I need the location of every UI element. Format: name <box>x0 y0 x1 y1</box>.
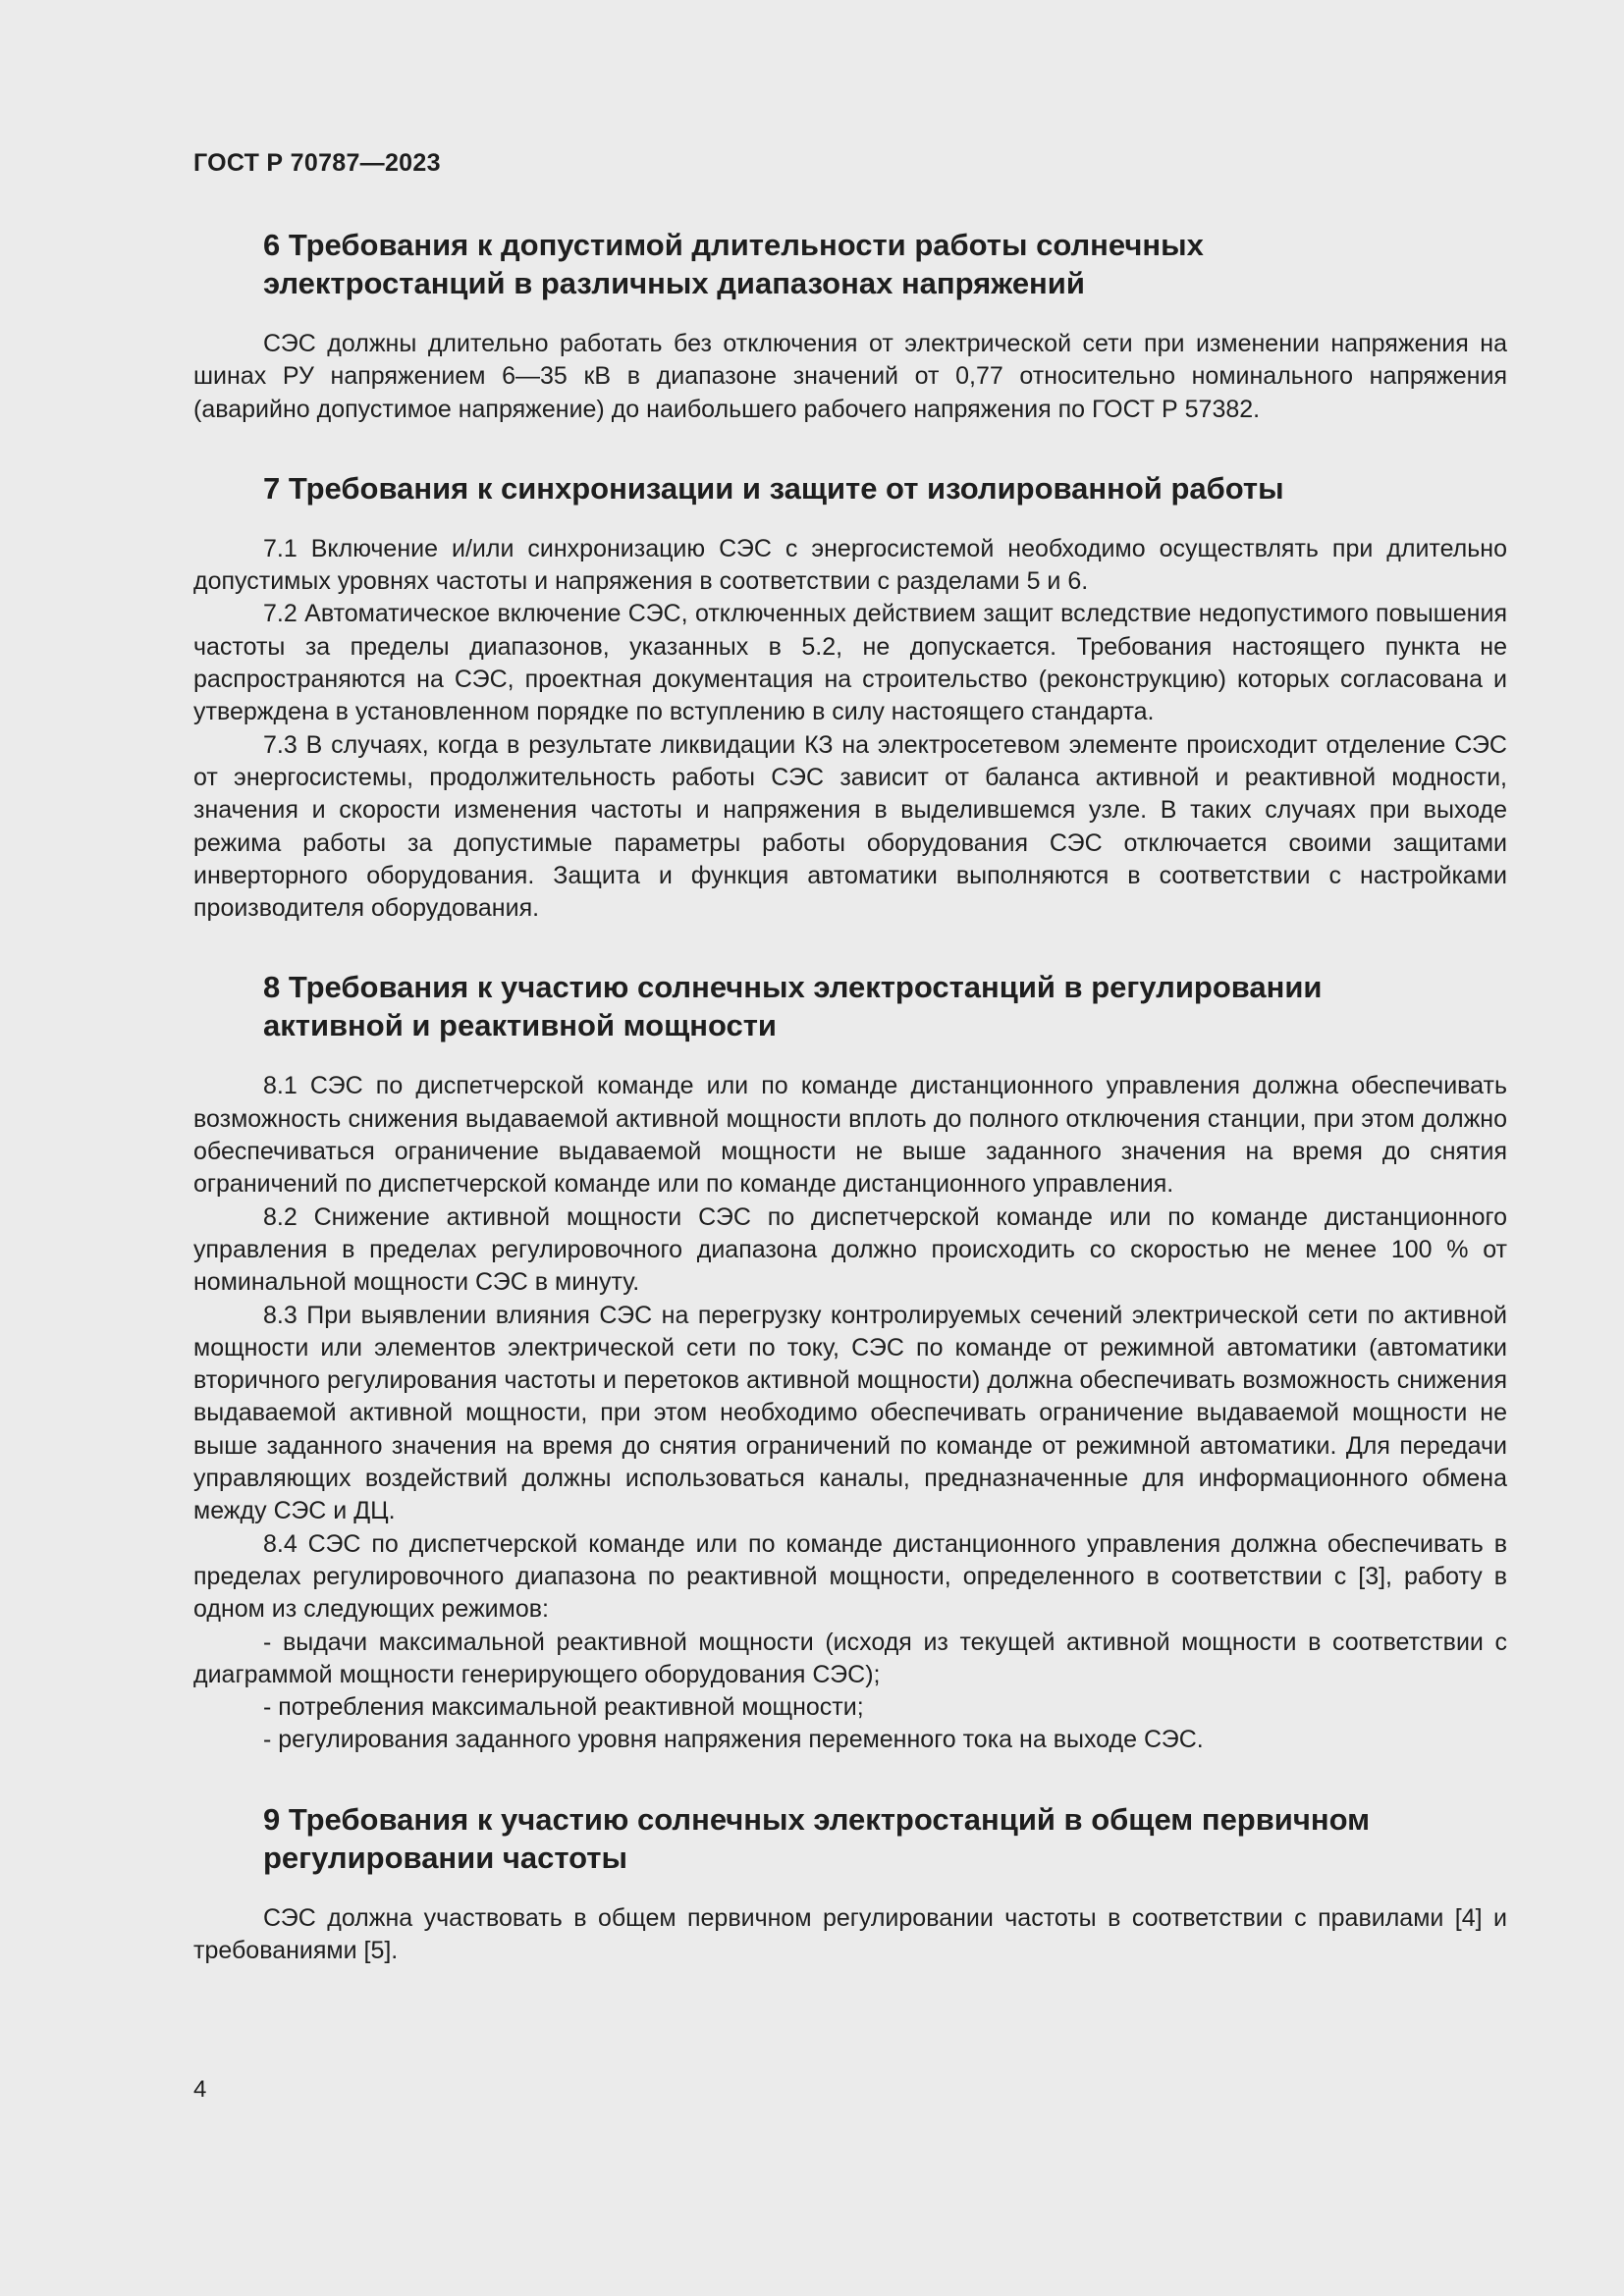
section-9-heading-line1: 9 Требования к участию солнечных электростанций в общем первичном <box>263 1801 1371 1837</box>
section-7-heading-line1: 7 Требования к синхронизации и защите от изолированной работы <box>263 470 1284 506</box>
section-6-heading-line2: электростанций в различных диапазонах напряжений <box>263 266 1085 300</box>
section-8-heading-line2: активной и реактивной мощности <box>263 1008 777 1043</box>
document-page <box>193 147 1507 2010</box>
section-8-heading <box>263 968 1507 1044</box>
clause-8-1: 8.1 СЭС по диспетчерской команде или по команде дистанционного управления должна обеспечивать возможность снижения выдаваемой активной мощности вплоть до полного отключения станции, при этом должно обеспечиваться ограничение выдаваемой мощности не выше заданного значения на время до снятия ограничений по диспетчерской команде или по команде дистанционного управления. <box>193 1072 1507 1199</box>
list-item: - потребления максимальной реактивной мощности; <box>263 1693 864 1722</box>
list-item: - регулирования заданного уровня напряжения переменного тока на выходе СЭС. <box>263 1726 1204 1754</box>
section-9-heading <box>263 1800 1507 1877</box>
section-8-heading-line1: 8 Требования к участию солнечных электростанций в регулировании <box>263 970 1323 1005</box>
section-6-paragraph-1: СЭС должны длительно работать без отключения от электрической сети при изменении напряжения на шинах РУ напряжением 6—35 кВ в диапазоне значений от 0,77 относительно номинального напряжения (аварийно допустимое напряжение) до наибольшего рабочего напряжения по ГОСТ Р 57382. <box>193 330 1507 423</box>
page-number: 4 <box>193 2076 207 2103</box>
clause-8-2: 8.2 Снижение активной мощности СЭС по диспетчерской команде или по команде дистанционного управления в пределах регулировочного диапазона должно происходить со скоростью не менее 100 % от номинальной мощности СЭС в минуту. <box>193 1202 1507 1297</box>
section-7 <box>193 469 1507 926</box>
section-6 <box>193 226 1507 426</box>
section-8 <box>193 968 1507 1756</box>
section-7-heading <box>263 469 1507 507</box>
section-6-heading <box>263 226 1507 302</box>
clause-7-3: 7.3 В случаях, когда в результате ликвидации КЗ на электросетевом элементе происходит отделение СЭС от энергосистемы, продолжительность работы СЭС зависит от баланса активной и реактивной модности, значения и скорости изменения частоты и напряжения в выделившемся узле. В таких случаях при выходе режима работы за допустимые параметры работы оборудования СЭС отключается своими защитами инверторного оборудования. Защита и функция автоматики выполняются в соответствии с настройками производителя оборудования. <box>193 730 1507 923</box>
section-9-paragraph-1: СЭС должна участвовать в общем первичном регулировании частоты в соответствии с правилами [4] и требованиями [5]. <box>193 1903 1507 1964</box>
list-item: - выдачи максимальной реактивной мощности (исходя из текущей активной мощности в соответствии с диаграммой мощности генерирующего оборудования СЭС); <box>193 1628 1507 1688</box>
section-6-heading-line1: 6 Требования к допустимой длительности работы солнечных <box>263 228 1204 262</box>
clause-8-3: 8.3 При выявлении влияния СЭС на перегрузку контролируемых сечений электрической сети по активной мощности или элементов электрической сети по току, СЭС по команде от режимной автоматики (автоматики вторичного регулирования частоты и перетоков активной мощности) должна обеспечивать возможность снижения выдаваемой активной мощности, при этом необходимо обеспечивать ограничение выдаваемой мощности не выше заданного значения на время до снятия ограничений по команде от режимной автоматики. Для передачи управляющих воздействий должны использоваться каналы, предназначенные для информационного обмена между СЭС и ДЦ. <box>193 1301 1507 1525</box>
clause-7-1: 7.1 Включение и/или синхронизацию СЭС с энергосистемой необходимо осуществлять при длительно допустимых уровнях частоты и напряжения в соответствии с разделами 5 и 6. <box>193 534 1507 596</box>
clause-7-2: 7.2 Автоматическое включение СЭС, отключенных действием защит вследствие недопустимого повышения частоты за пределы диапазонов, указанных в 5.2, не допускается. Требования настоящего пункта не распространяются на СЭС, проектная документация на строительство (реконструкцию) которых согласована и утверждена в установленном порядке по вступлению в силу настоящего стандарта. <box>193 600 1507 726</box>
section-9 <box>193 1800 1507 1968</box>
clause-8-4: 8.4 СЭС по диспетчерской команде или по команде дистанционного управления должна обеспечивать в пределах регулировочного диапазона по реактивной мощности, определенного в соответствии с [3], работу в одном из следующих режимов: <box>193 1529 1507 1624</box>
document-code-header: ГОСТ Р 70787—2023 <box>193 149 441 177</box>
section-9-heading-line2: регулировании частоты <box>263 1840 627 1875</box>
